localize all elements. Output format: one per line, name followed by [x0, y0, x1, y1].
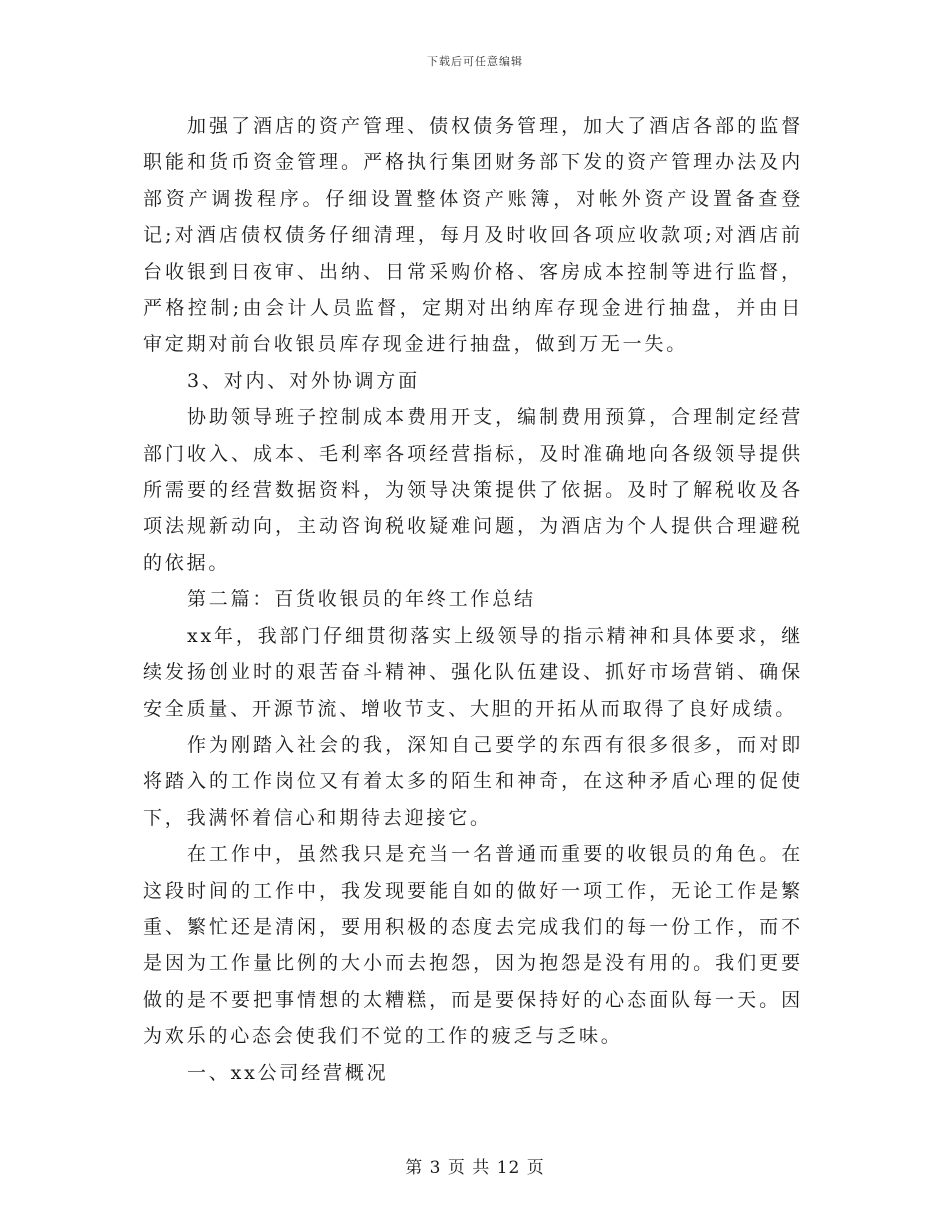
section-heading-company-overview: 一、xx公司经营概况 — [187, 1061, 389, 1084]
paragraph-asset-management: 加强了酒店的资产管理、债权债务管理，加大了酒店各部的监督职能和货币资金管理。严格执行集团财务部下发的资产管理办法及内部资产调拨程序。仔细设置整体资产账簿，对帐外资产设置备查登记;对酒店债权债务仔细清理，每月及时收回各项应收款项;对酒店前台收银到日夜审、出纳、日常采购价格、客房成本控制等进行监督，严格控制;由会计人员监督，定期对出纳库存现金进行抽盘，并由日审定期对前台收银员库存现金进行抽盘，做到万无一失。 — [143, 115, 803, 356]
paragraph-new-to-society: 作为刚踏入社会的我，深知自己要学的东西有很多很多，而对即将踏入的工作岗位又有着太多的陌生和神奇，在这种矛盾心理的促使下，我满怀着信心和期待去迎接它。 — [143, 733, 803, 829]
page-number-footer: 第 3 页 共 12 页 — [405, 1158, 545, 1178]
document-body — [143, 108, 803, 1091]
paragraph-yearly-summary: xx年，我部门仔细贯彻落实上级领导的指示精神和具体要求，继续发扬创业时的艰苦奋斗精神、强化队伍建设、抓好市场营销、确保安全质量、开源节流、增收节支、大胆的开拓从而取得了良好成绩。 — [143, 624, 803, 720]
header-editable-note: 下载后可任意编辑 — [427, 55, 523, 68]
section-heading-coordination: 3、对内、对外协调方面 — [187, 369, 420, 392]
chapter-heading-cashier-summary: 第二篇：百货收银员的年终工作总结 — [187, 588, 536, 611]
paragraph-coordination: 协助领导班子控制成本费用开支，编制费用预算，合理制定经营部门收入、成本、毛利率各项经营指标，及时准确地向各级领导提供所需要的经营数据资料，为领导决策提供了依据。及时了解税收及各项法规新动向，主动咨询税收疑难问题，为酒店为个人提供合理避税的依据。 — [143, 406, 803, 574]
paragraph-work-attitude: 在工作中，虽然我只是充当一名普通而重要的收银员的角色。在这段时间的工作中，我发现要能自如的做好一项工作，无论工作是繁重、繁忙还是清闲，要用积极的态度去完成我们的每一份工作，而不是因为工作量比例的大小而去抱怨，因为抱怨是没有用的。我们更要做的是不要把事情想的太糟糕，而是要保持好的心态面队每一天。因为欢乐的心态会使我们不觉的工作的疲乏与乏味。 — [143, 843, 803, 1048]
